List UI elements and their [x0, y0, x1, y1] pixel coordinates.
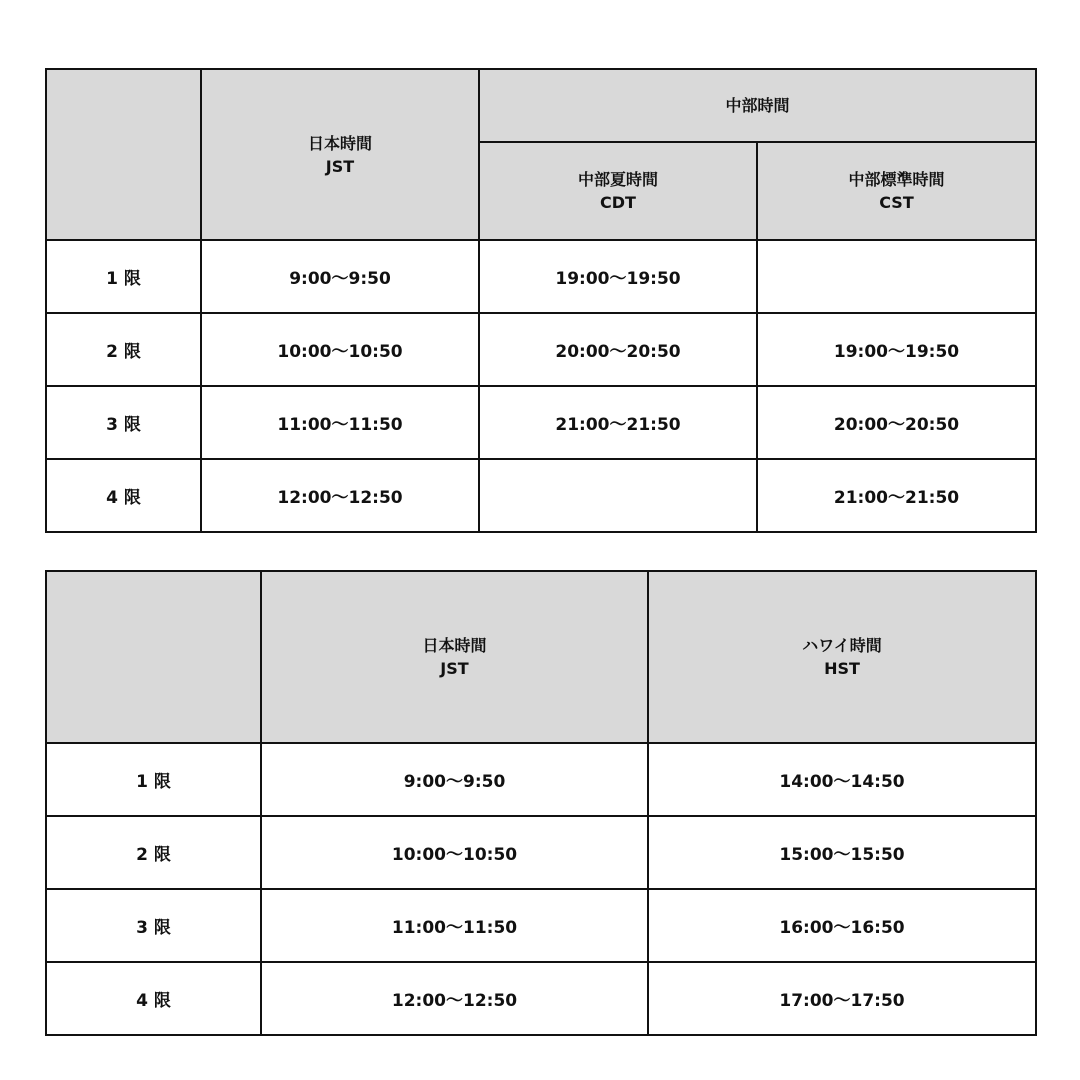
table-row [46, 889, 1036, 962]
header-corner-cell [46, 571, 261, 743]
header-hst-cell [648, 571, 1036, 743]
cst-time-cell: 21:00〜21:50 [757, 459, 1036, 532]
hawaii-time-table [45, 570, 1037, 1036]
jst-time-cell: 12:00〜12:50 [261, 962, 648, 1035]
header-row [46, 571, 1036, 743]
cdt-name: 中部夏時間 [577, 170, 658, 189]
jst-time-cell: 12:00〜12:50 [201, 459, 479, 532]
table-row [46, 459, 1036, 532]
period-cell: 4 限 [46, 962, 261, 1035]
cst-time-cell: 19:00〜19:50 [757, 313, 1036, 386]
table-row [46, 743, 1036, 816]
period-cell: 1 限 [46, 240, 201, 313]
hst-time-cell: 17:00〜17:50 [648, 962, 1036, 1035]
period-cell: 1 限 [46, 743, 261, 816]
jst-time-cell: 9:00〜9:50 [261, 743, 648, 816]
header-corner-cell [46, 69, 201, 240]
table-row [46, 816, 1036, 889]
cst-abbr: CST [879, 193, 914, 212]
cst-time-cell: 20:00〜20:50 [757, 386, 1036, 459]
period-cell: 2 限 [46, 816, 261, 889]
jst-time-cell: 10:00〜10:50 [201, 313, 479, 386]
hst-time-cell: 14:00〜14:50 [648, 743, 1036, 816]
hst-name: ハワイ時間 [802, 636, 882, 655]
jst-abbr: JST [440, 659, 469, 678]
cst-time-cell [757, 240, 1036, 313]
jst-time-cell: 9:00〜9:50 [201, 240, 479, 313]
header-cdt-cell [479, 142, 757, 240]
hst-abbr: HST [824, 659, 860, 678]
table-row [46, 386, 1036, 459]
cdt-time-cell: 19:00〜19:50 [479, 240, 757, 313]
cst-name: 中部標準時間 [848, 170, 945, 189]
hst-time-cell: 16:00〜16:50 [648, 889, 1036, 962]
header-central-group-cell [479, 69, 1036, 142]
jst-name: 日本時間 [307, 133, 372, 153]
header-cst-cell [757, 142, 1036, 240]
jst-time-cell: 11:00〜11:50 [261, 889, 648, 962]
period-cell: 3 限 [46, 889, 261, 962]
period-cell: 2 限 [46, 313, 201, 386]
cdt-time-cell: 21:00〜21:50 [479, 386, 757, 459]
cdt-time-cell: 20:00〜20:50 [479, 313, 757, 386]
table-row [46, 313, 1036, 386]
period-cell: 3 限 [46, 386, 201, 459]
jst-abbr: JST [325, 156, 355, 176]
cdt-abbr: CDT [600, 193, 636, 212]
jst-time-cell: 11:00〜11:50 [201, 386, 479, 459]
central-group-label: 中部時間 [725, 96, 790, 115]
period-cell: 4 限 [46, 459, 201, 532]
header-row-group [46, 69, 1036, 142]
hst-time-cell: 15:00〜15:50 [648, 816, 1036, 889]
jst-name: 日本時間 [422, 636, 487, 655]
table-row [46, 962, 1036, 1035]
header-jst-cell [261, 571, 648, 743]
central-time-table [45, 68, 1037, 533]
table-row [46, 240, 1036, 313]
header-jst-cell [201, 69, 479, 240]
jst-time-cell: 10:00〜10:50 [261, 816, 648, 889]
cdt-time-cell [479, 459, 757, 532]
